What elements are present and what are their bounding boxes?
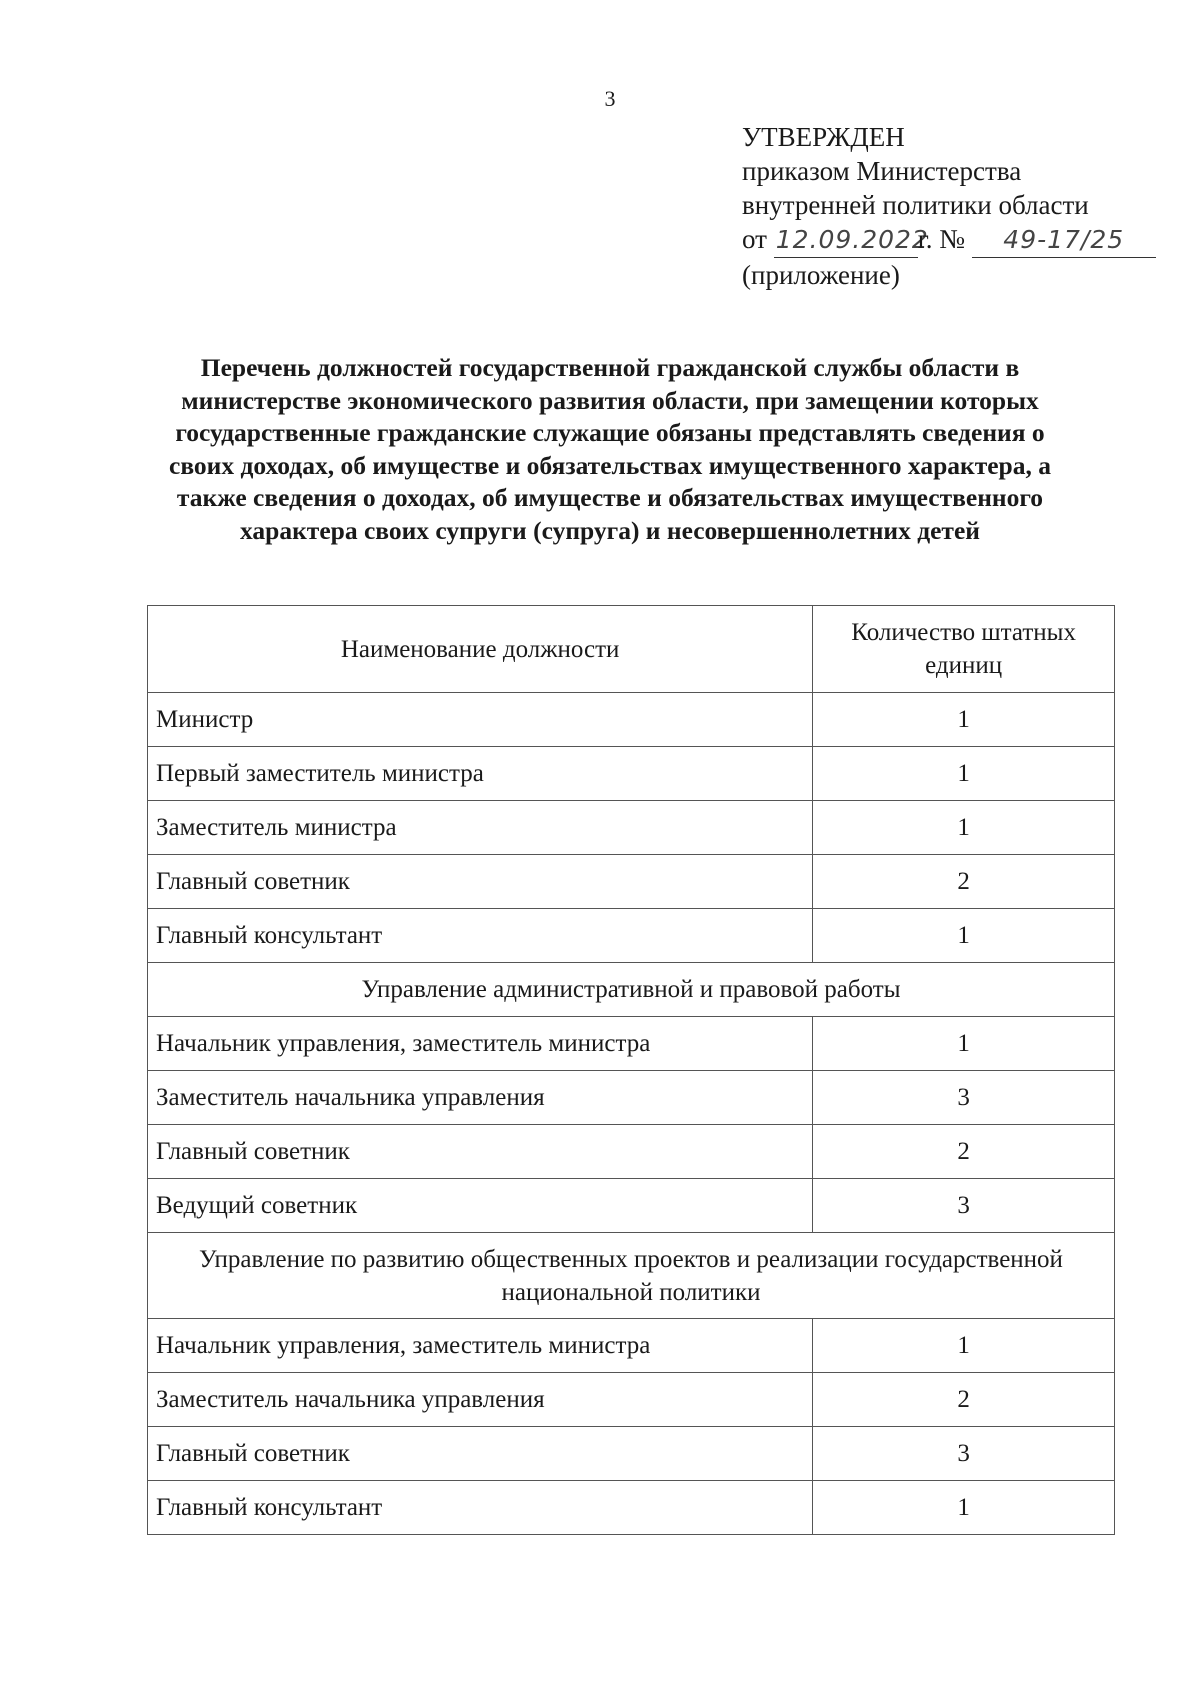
staff-count-cell: 1 (813, 693, 1115, 747)
date-prefix: от (742, 224, 767, 254)
position-name-cell: Главный советник (148, 1125, 813, 1179)
position-name-cell: Первый заместитель министра (148, 747, 813, 801)
staff-count-cell: 3 (813, 1427, 1115, 1481)
table-row (148, 747, 1115, 801)
table-row (148, 801, 1115, 855)
approval-note: (приложение) (742, 260, 900, 290)
table-row (148, 1481, 1115, 1535)
title-line: своих доходах, об имуществе и обязательствах имущественного характера, а (169, 450, 1051, 480)
position-name-cell: Заместитель министра (148, 801, 813, 855)
document-title (110, 352, 1110, 547)
table-row (148, 1125, 1115, 1179)
approval-date-number-line (742, 222, 1156, 258)
staff-count-cell: 2 (813, 855, 1115, 909)
approval-line-2: внутренней политики области (742, 190, 1089, 220)
section-title: Управление административной и правовой работы (148, 963, 1115, 1017)
staff-count-cell: 1 (813, 909, 1115, 963)
table-row (148, 1427, 1115, 1481)
approval-stamp-block (742, 120, 1156, 292)
position-name-cell: Ведущий советник (148, 1179, 813, 1233)
handwritten-order-number: 49-17/25 (972, 223, 1156, 258)
staff-count-cell: 2 (813, 1125, 1115, 1179)
page-number: 3 (604, 86, 616, 111)
table-row (148, 1319, 1115, 1373)
column-header-staff-count: Количество штатных единиц (813, 606, 1115, 693)
approval-status: УТВЕРЖДЕН (742, 122, 905, 152)
staff-count-cell: 1 (813, 801, 1115, 855)
table-row (148, 693, 1115, 747)
table-row (148, 1179, 1115, 1233)
position-name-cell: Главный консультант (148, 909, 813, 963)
table-body (148, 693, 1115, 1535)
staff-count-cell: 1 (813, 1481, 1115, 1535)
position-name-cell: Министр (148, 693, 813, 747)
position-name-cell: Начальник управления, заместитель министра (148, 1017, 813, 1071)
section-title: Управление по развитию общественных проектов и реализации государственной национальной политики (148, 1233, 1115, 1319)
title-line: характера своих супруги (супруга) и несовершеннолетних детей (240, 515, 980, 545)
staff-count-cell: 3 (813, 1179, 1115, 1233)
handwritten-date: 12.09.2022 (774, 223, 918, 258)
approval-line-1: приказом Министерства (742, 156, 1022, 186)
table-header-row (148, 606, 1115, 693)
staff-count-cell: 1 (813, 1319, 1115, 1373)
positions-table (147, 605, 1115, 1535)
title-line: Перечень должностей государственной гражданской службы области в (200, 353, 1020, 382)
position-name-cell: Заместитель начальника управления (148, 1071, 813, 1125)
table-row (148, 855, 1115, 909)
position-name-cell: Заместитель начальника управления (148, 1373, 813, 1427)
title-line: государственные гражданские служащие обязаны представлять сведения о (175, 418, 1045, 447)
position-name-cell: Главный советник (148, 855, 813, 909)
table-row (148, 1071, 1115, 1125)
column-header-position-name: Наименование должности (148, 606, 813, 693)
table-row (148, 909, 1115, 963)
table-section-row (148, 963, 1115, 1017)
title-line: министерстве экономического развития области, при замещении которых (181, 385, 1039, 415)
table-row (148, 1017, 1115, 1071)
table-row (148, 1373, 1115, 1427)
staff-count-cell: 1 (813, 747, 1115, 801)
number-prefix: г. № (917, 224, 965, 254)
position-name-cell: Главный консультант (148, 1481, 813, 1535)
staff-count-cell: 2 (813, 1373, 1115, 1427)
staff-count-cell: 1 (813, 1017, 1115, 1071)
position-name-cell: Главный советник (148, 1427, 813, 1481)
staff-count-cell: 3 (813, 1071, 1115, 1125)
title-line: также сведения о доходах, об имуществе и обязательствах имущественного (176, 483, 1044, 512)
table-section-row (148, 1233, 1115, 1319)
position-name-cell: Начальник управления, заместитель министра (148, 1319, 813, 1373)
